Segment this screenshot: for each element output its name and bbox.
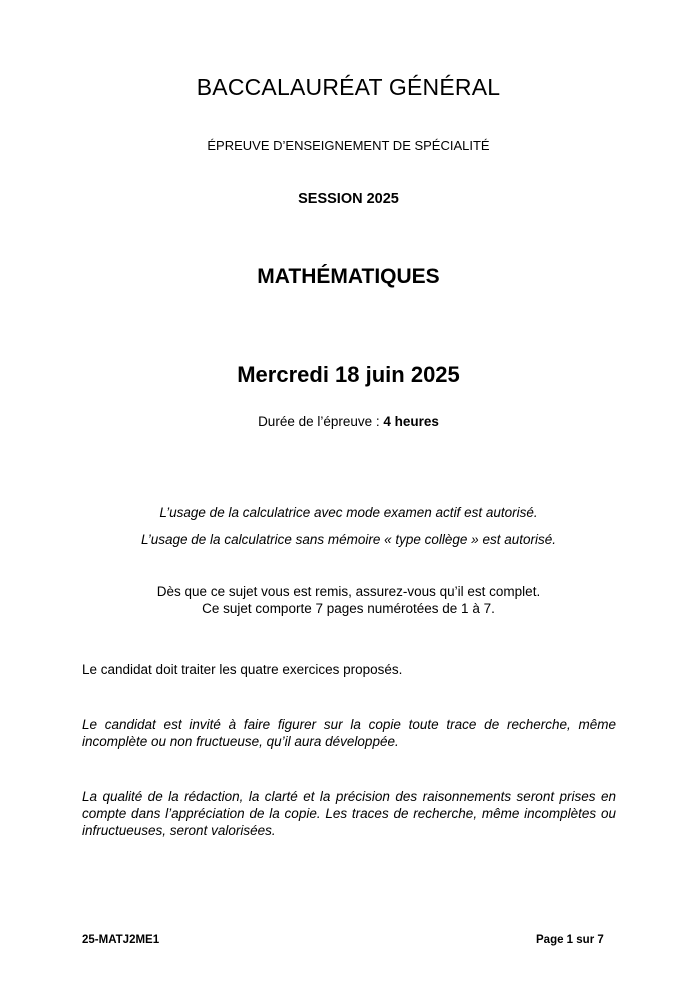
exam-duration [0, 414, 697, 429]
page-number: Page 1 sur 7 [536, 934, 604, 946]
instruction-paragraph-1: Le candidat doit traiter les quatre exercices proposés. [82, 662, 403, 677]
calculator-rule-2: L’usage de la calculatrice sans mémoire « type collège » est autorisé. [141, 532, 556, 547]
exam-subtitle: ÉPREUVE D’ENSEIGNEMENT DE SPÉCIALITÉ [207, 138, 490, 153]
calculator-rule-1: L’usage de la calculatrice avec mode examen actif est autorisé. [159, 505, 538, 520]
exam-title: BACCALAURÉAT GÉNÉRAL [196, 74, 501, 100]
page-count-notice: Ce sujet comporte 7 pages numérotées de 1 à 7. [202, 601, 495, 616]
completeness-notice: Dès que ce sujet vous est remis, assurez-vous qu’il est complet. [156, 584, 541, 599]
exam-code: 25-MATJ2ME1 [82, 934, 160, 946]
session-label: SESSION 2025 [298, 191, 399, 207]
subject-title: MATHÉMATIQUES [257, 265, 440, 288]
instruction-paragraph-2: Le candidat est invité à faire figurer sur la copie toute trace de recherche, même incomplète ou non fructueuse, qu’il aura développée. [82, 717, 616, 749]
exam-date: Mercredi 18 juin 2025 [237, 362, 460, 387]
instruction-paragraph-3: La qualité de la rédaction, la clarté et la précision des raisonnements seront prises en compte dans l’appréciation de la copie. Les traces de recherche, même incomplètes ou infructueuses, seront valorisées. [82, 789, 616, 838]
duration-label: Durée de l’épreuve : [258, 414, 384, 429]
duration-value: 4 heures [383, 414, 439, 429]
